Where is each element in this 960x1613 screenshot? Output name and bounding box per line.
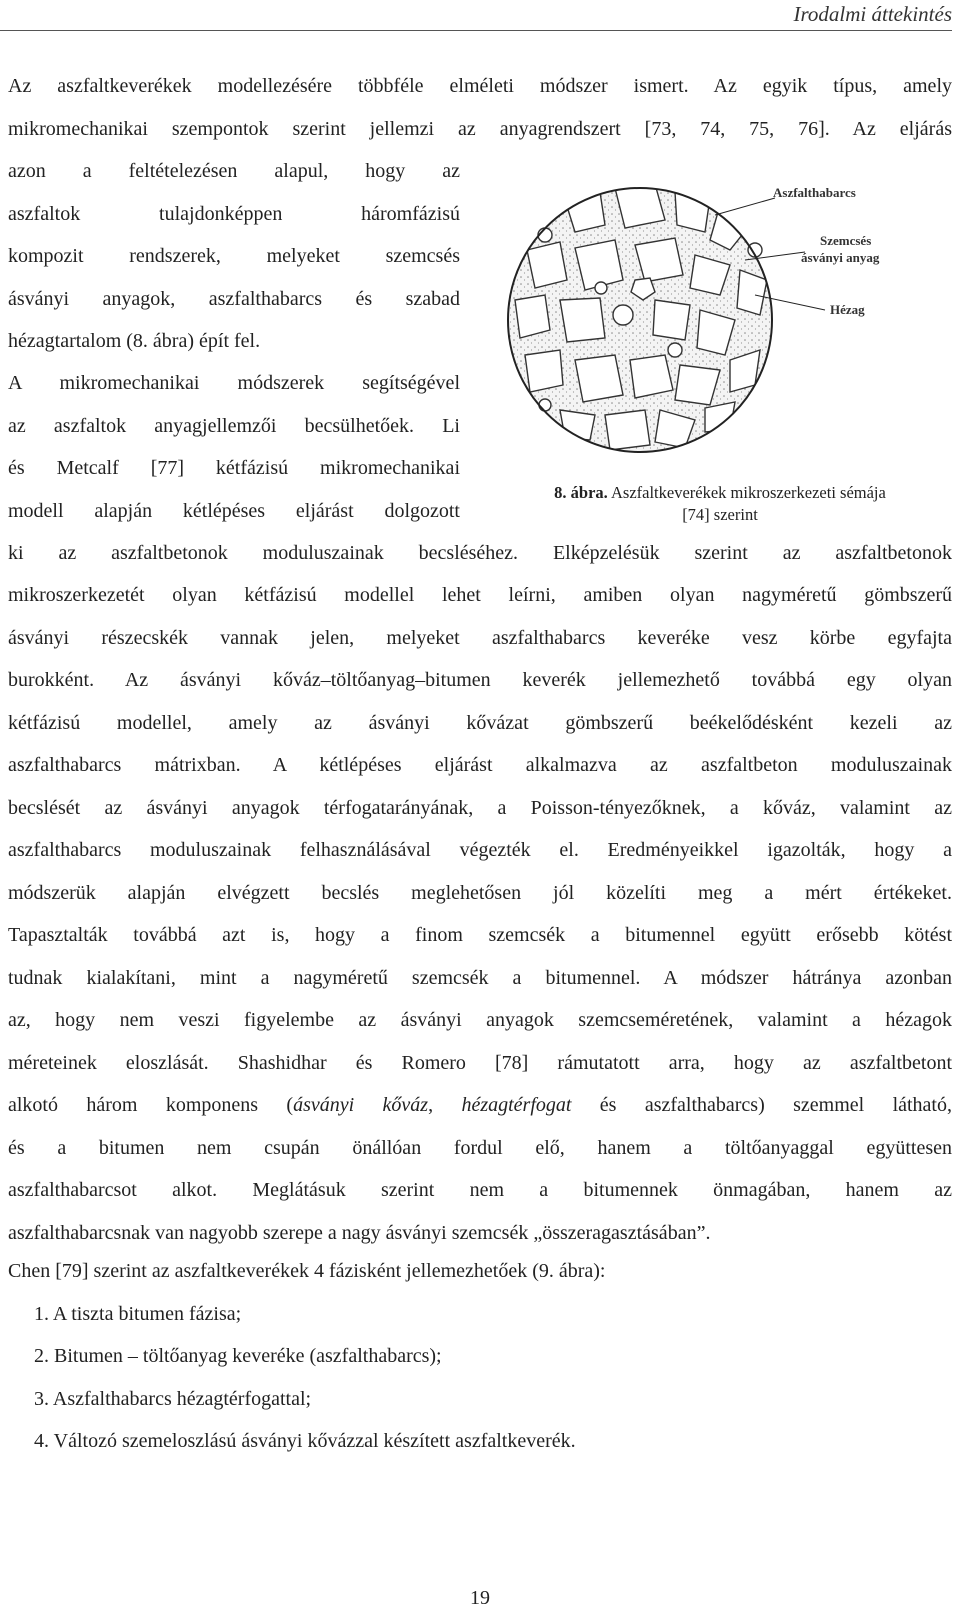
microstructure-diagram: [505, 170, 940, 470]
text-line: aszfalthabarcsnak van nagyobb szerepe a nagy ásványi szemcsék „összeragasztásában”.: [8, 1222, 711, 1244]
list-item: 3. Aszfalthabarcs hézagtérfogattal;: [34, 1388, 312, 1410]
text-line: becslését az ásványi anyagok térfogatarányának, a Poisson-tényezőknek, a kőváz, valamint az: [8, 797, 952, 819]
text-span: és aszfalthabarcs) szemmel látható,: [571, 1094, 952, 1116]
text-line: és a bitumen nem csupán önállóan fordul elő, hanem a töltőanyaggal együttesen: [8, 1137, 952, 1159]
text-line: A mikromechanikai módszerek segítségével: [8, 372, 460, 394]
text-span: alkotó három komponens (: [8, 1094, 294, 1116]
header-rule: [0, 30, 952, 31]
text-line: mikroszerkezetét olyan kétfázisú modellel lehet leírni, amiben olyan nagyméretű gömbszerű: [8, 584, 952, 606]
microstructure-figure: [505, 170, 940, 470]
text-line: és Metcalf [77] kétfázisú mikromechanikai: [8, 457, 460, 479]
text-line: aszfalthabarcs mátrixban. A kétlépéses eljárást alkalmazva az aszfaltbeton moduluszainak: [8, 754, 952, 776]
list-item: 4. Változó szemeloszlású ásványi kővázzal készített aszfaltkeverék.: [34, 1430, 576, 1452]
label-void: Hézag: [830, 302, 865, 317]
label-grain: Szemcsés: [820, 233, 872, 248]
text-line: ásványi anyagok, aszfalthabarcs és szabad: [8, 288, 460, 310]
text-line: aszfaltok tulajdonképpen háromfázisú: [8, 203, 460, 225]
text-line: Az aszfaltkeverékek modellezésére többféle elméleti módszer ismert. Az egyik típus, amely: [8, 75, 952, 97]
label-grain: ásványi anyag: [801, 250, 880, 265]
text-line: Tapasztalták továbbá azt is, hogy a finom szemcsék a bitumennel együtt erősebb kötést: [8, 924, 952, 946]
text-line: módszerük alapján elvégzett becslés meglehetősen jól közelíti meg a mért értékeket.: [8, 882, 952, 904]
text-line: aszfalthabarcsot alkot. Meglátásuk szerint nem a bitumennek önmagában, hanem az: [8, 1179, 952, 1201]
text-line: azon a feltételezésen alapul, hogy az: [8, 160, 460, 182]
text-line: kétfázisú modellel, amely az ásványi kővázat gömbszerű beékelődésként kezeli az: [8, 712, 952, 734]
text-line: hézagtartalom (8. ábra) épít fel.: [8, 330, 261, 352]
italic-term: hézagtérfogat: [461, 1094, 572, 1116]
label-mortar: Aszfalthabarcs: [773, 185, 856, 200]
text-line: tudnak kialakítani, mint a nagyméretű szemcsék a bitumennel. A módszer hátránya azonban: [8, 967, 952, 989]
text-line: Chen [79] szerint az aszfaltkeverékek 4 fázisként jellemezhetőek (9. ábra):: [8, 1260, 606, 1282]
caption-text: Aszfaltkeverékek mikroszerkezeti sémája: [607, 483, 886, 502]
text-line: ki az aszfaltbetonok moduluszainak becsléséhez. Elképzelésük szerint az aszfaltbetonok: [8, 542, 952, 564]
caption-number: 8. ábra.: [554, 483, 608, 502]
text-line: az aszfaltok anyagjellemzői becsülhetőek. Li: [8, 415, 460, 437]
text-line: méreteinek eloszlását. Shashidhar és Romero [78] rámutatott arra, hogy az aszfaltbetont: [8, 1052, 952, 1074]
running-header: Irodalmi áttekintés: [793, 2, 952, 26]
figure-caption: [505, 482, 935, 526]
page-number: 19: [470, 1587, 490, 1609]
text-line: mikromechanikai szempontok szerint jellemzi az anyagrendszert [73, 74, 75, 76]. Az eljárás: [8, 118, 952, 140]
text-line: [8, 1092, 952, 1118]
text-span: ,: [428, 1094, 462, 1116]
list-item: 1. A tiszta bitumen fázisa;: [34, 1303, 242, 1325]
italic-term: ásványi kőváz: [293, 1094, 429, 1116]
list-item: 2. Bitumen – töltőanyag keveréke (aszfalthabarcs);: [34, 1345, 442, 1367]
text-line: modell alapján kétlépéses eljárást dolgozott: [8, 500, 460, 522]
text-line: ásványi részecskék vannak jelen, melyeket aszfalthabarcs keveréke vesz körbe egyfajta: [8, 627, 952, 649]
text-line: kompozit rendszerek, melyeket szemcsés: [8, 245, 460, 267]
text-line: aszfalthabarcs moduluszainak felhasználásával végezték el. Eredményeikkel igazolták, hogy a: [8, 839, 952, 861]
text-line: az, hogy nem veszi figyelembe az ásványi anyagok szemcseméretének, valamint a hézagok: [8, 1009, 952, 1031]
caption-source: [74] szerint: [682, 505, 758, 524]
text-line: burokként. Az ásványi kőváz–töltőanyag–bitumen keverék jellemezhető továbbá egy olyan: [8, 669, 952, 691]
